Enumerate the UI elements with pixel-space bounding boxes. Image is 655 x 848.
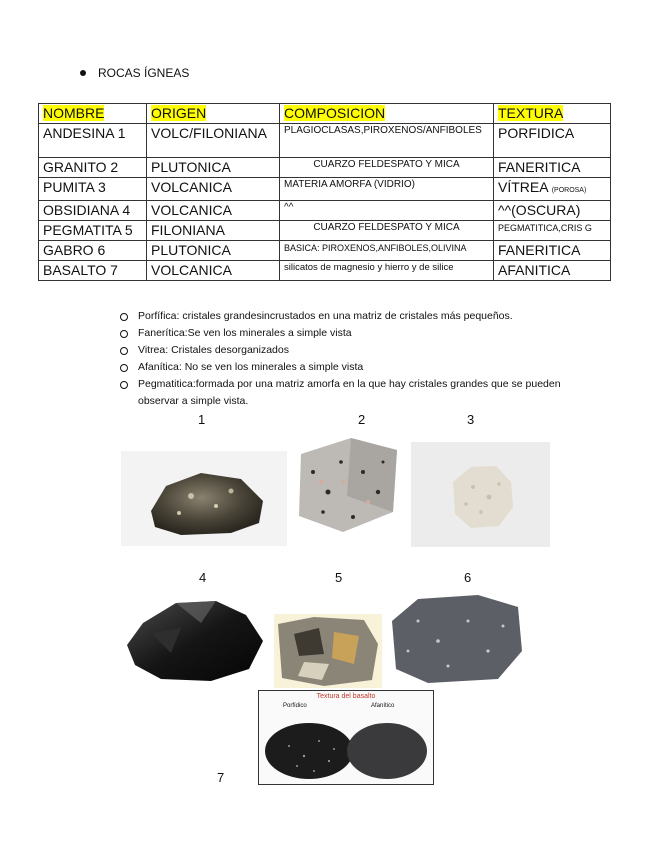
table-row (39, 201, 611, 221)
list-item: Vitrea: Cristales desorganizados (120, 342, 590, 359)
pegmatite-photo (274, 614, 382, 688)
cell-origen: VOLC/FILONIANA (147, 124, 280, 158)
cell-textura: FANERITICA (494, 158, 611, 178)
cell-textura: PEGMATITICA,CRIS G (494, 221, 611, 241)
cell-origen: VOLCANICA (147, 261, 280, 281)
list-item: Pegmatitica:formada por una matriz amorfa en la que hay cristales grandes que se pueden observar a simple vista. (120, 376, 590, 410)
circle-bullet-icon (120, 347, 128, 355)
header-textura: TEXTURA (494, 104, 611, 124)
basalt-figure-title: Textura del basalto (316, 693, 376, 700)
figure-number-6: 6 (464, 570, 472, 585)
list-item: Porfífica: cristales grandesincrustados en una matriz de cristales más pequeños. (120, 308, 590, 325)
bullet-dot (80, 70, 86, 76)
cell-nombre: PEGMATITA 5 (39, 221, 147, 241)
cell-nombre: OBSIDIANA 4 (39, 201, 147, 221)
granite-photo (293, 432, 402, 536)
circle-bullet-icon (120, 330, 128, 338)
table-row (39, 158, 611, 178)
figure-number-3: 3 (467, 412, 475, 427)
afanitico-label: Afanítico (371, 703, 395, 709)
cell-composicion: PLAGIOCLASAS,PIROXENOS/ANFIBOLES (280, 124, 494, 158)
cell-nombre: GRANITO 2 (39, 158, 147, 178)
section-title: ROCAS ÍGNEAS (98, 66, 190, 80)
cell-origen: VOLCANICA (147, 178, 280, 201)
list-item: Afanítica: No se ven los minerales a simple vista (120, 359, 590, 376)
textura-note: (POROSA) (551, 187, 587, 194)
cell-nombre: PUMITA 3 (39, 178, 147, 201)
table-row (39, 221, 611, 241)
header-composicion: COMPOSICION (280, 104, 494, 124)
circle-bullet-icon (120, 364, 128, 372)
cell-nombre: ANDESINA 1 (39, 124, 147, 158)
cell-nombre: GABRO 6 (39, 241, 147, 261)
table-header-row (39, 104, 611, 124)
table-row (39, 124, 611, 158)
obsidian-photo (121, 593, 269, 685)
table-row (39, 261, 611, 281)
list-item: Fanerítica:Se ven los minerales a simple vista (120, 325, 590, 342)
header-origen: ORIGEN (147, 104, 280, 124)
figure-number-2: 2 (358, 412, 366, 427)
cell-origen: PLUTONICA (147, 241, 280, 261)
pumice-photo (411, 442, 550, 547)
cell-composicion: BASICA: PIROXENOS,ANFIBOLES,OLIVINA (280, 241, 494, 261)
table-row (39, 241, 611, 261)
cell-origen: VOLCANICA (147, 201, 280, 221)
rocks-table (38, 103, 611, 281)
table-row (39, 178, 611, 201)
cell-origen: FILONIANA (147, 221, 280, 241)
cell-composicion: CUARZO FELDESPATO Y MICA (280, 221, 494, 241)
header-nombre: NOMBRE (39, 104, 147, 124)
basalt-texture-figure (258, 690, 434, 785)
definitions-list (120, 308, 590, 410)
figure-number-5: 5 (335, 570, 343, 585)
figure-number-7: 7 (217, 770, 225, 785)
cell-textura: ^^(OSCURA) (494, 201, 611, 221)
cell-composicion: silicatos de magnesio y hierro y de silice (280, 261, 494, 281)
figure-number-1: 1 (198, 412, 206, 427)
cell-nombre: BASALTO 7 (39, 261, 147, 281)
andesite-photo (121, 451, 287, 546)
cell-textura: PORFIDICA (494, 124, 611, 158)
circle-bullet-icon (120, 313, 128, 321)
cell-composicion: ^^ (280, 201, 494, 221)
cell-origen: PLUTONICA (147, 158, 280, 178)
cell-composicion: CUARZO FELDESPATO Y MICA (280, 158, 494, 178)
gabbro-photo (388, 591, 524, 686)
cell-composicion: MATERIA AMORFA (VIDRIO) (280, 178, 494, 201)
cell-textura: FANERITICA (494, 241, 611, 261)
circle-bullet-icon (120, 381, 128, 389)
figure-number-4: 4 (199, 570, 207, 585)
cell-textura: AFANITICA (494, 261, 611, 281)
cell-textura: VÍTREA (POROSA) (494, 178, 611, 201)
porfidico-label: Porfídico (283, 703, 307, 709)
section-heading (80, 66, 189, 80)
